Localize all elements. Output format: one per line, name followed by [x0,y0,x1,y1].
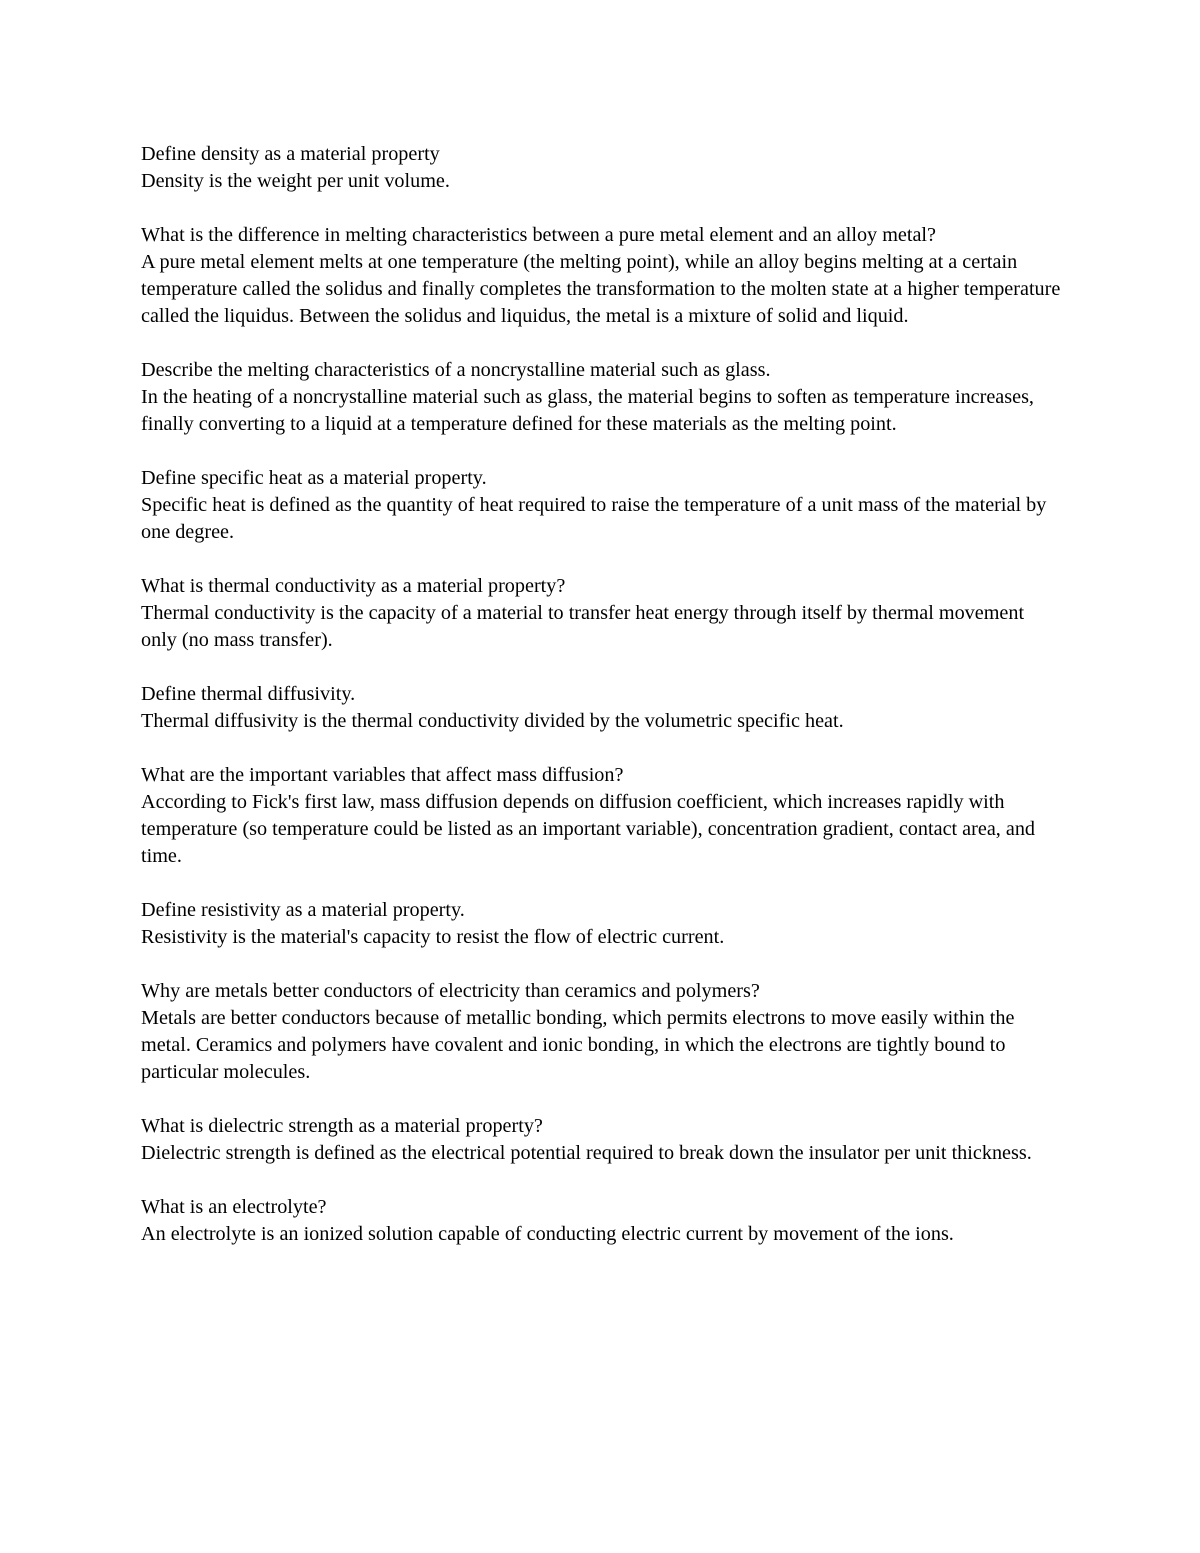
question-text: What is dielectric strength as a material property? [141,1115,543,1137]
question-text: What is thermal conductivity as a material property? [141,575,566,597]
question-text: Define specific heat as a material property. [141,467,487,489]
question-text: Define density as a material property [141,143,440,165]
qa-block-thermal-conductivity [141,573,1061,654]
question-text: Describe the melting characteristics of a noncrystalline material such as glass. [141,359,771,381]
qa-block-melting-alloy [141,222,1061,330]
answer-text: Density is the weight per unit volume. [141,170,450,192]
answer-text: Resistivity is the material's capacity to resist the flow of electric current. [141,926,725,948]
answer-text: In the heating of a noncrystalline material such as glass, the material begins to soften as temperature increases, finally converting to a liquid at a temperature defined for these materials as the melting point. [141,386,1034,435]
answer-text: Dielectric strength is defined as the electrical potential required to break down the insulator per unit thickness. [141,1142,1032,1164]
question-text: Define thermal diffusivity. [141,683,356,705]
document-body [141,141,1061,1275]
qa-block-thermal-diffusivity [141,681,1061,735]
question-text: Why are metals better conductors of electricity than ceramics and polymers? [141,980,760,1002]
answer-text: Metals are better conductors because of metallic bonding, which permits electrons to move easily within the metal. Ceramics and polymers have covalent and ionic bonding, in which the electrons are tightly bound to particular molecules. [141,1007,1015,1083]
answer-text: A pure metal element melts at one temperature (the melting point), while an alloy begins melting at a certain temperature called the solidus and finally completes the transformation to the molten state at a higher temperature called the liquidus. Between the solidus and liquidus, the metal is a mixture of solid and liquid. [141,251,1061,327]
answer-text: Thermal conductivity is the capacity of a material to transfer heat energy through itself by thermal movement only (no mass transfer). [141,602,1025,651]
answer-text: Specific heat is defined as the quantity of heat required to raise the temperature of a unit mass of the material by one degree. [141,494,1047,543]
answer-text: According to Fick's first law, mass diffusion depends on diffusion coefficient, which increases rapidly with temperature (so temperature could be listed as an important variable), concentration gradient, contact area, and time. [141,791,1036,867]
qa-block-melting-glass [141,357,1061,438]
qa-block-mass-diffusion [141,762,1061,870]
answer-text: An electrolyte is an ionized solution capable of conducting electric current by movement of the ions. [141,1223,954,1245]
qa-block-density [141,141,1061,195]
qa-block-metal-conductors [141,978,1061,1086]
question-text: What are the important variables that affect mass diffusion? [141,764,624,786]
question-text: What is an electrolyte? [141,1196,327,1218]
qa-block-resistivity [141,897,1061,951]
qa-block-specific-heat [141,465,1061,546]
question-text: Define resistivity as a material property. [141,899,465,921]
qa-block-dielectric-strength [141,1113,1061,1167]
qa-block-electrolyte [141,1194,1061,1248]
question-text: What is the difference in melting characteristics between a pure metal element and an alloy metal? [141,224,937,246]
answer-text: Thermal diffusivity is the thermal conductivity divided by the volumetric specific heat. [141,710,844,732]
